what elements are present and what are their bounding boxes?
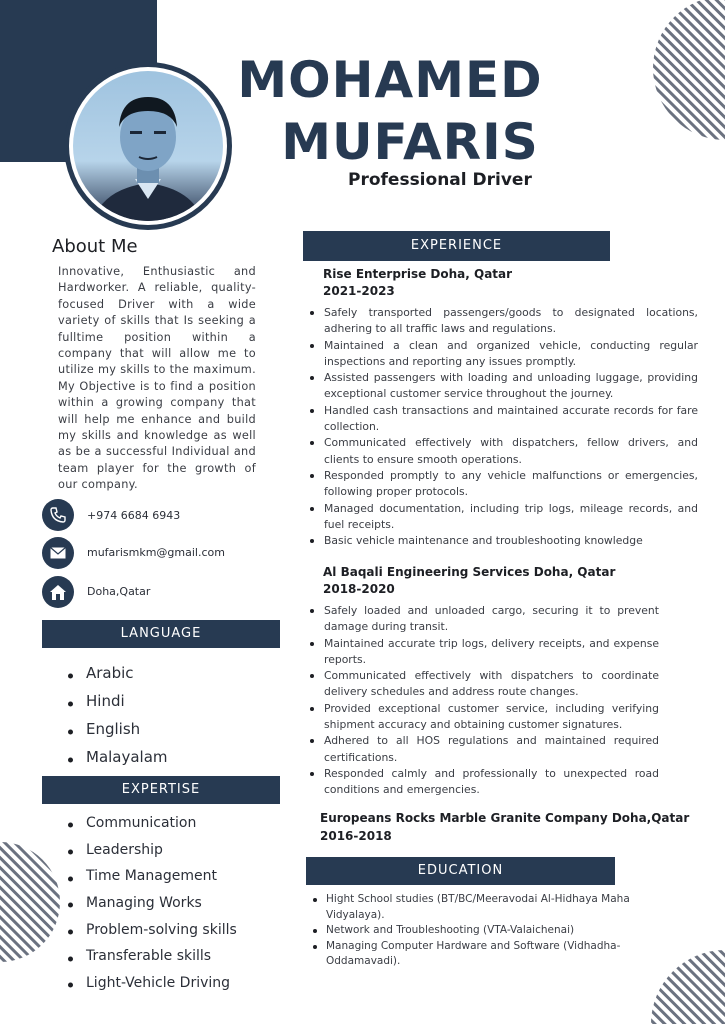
last-name: MUFARIS bbox=[281, 113, 539, 171]
list-item: Malayalam bbox=[68, 746, 168, 774]
expertise-list bbox=[68, 812, 237, 999]
duties-list bbox=[308, 603, 659, 799]
email-icon bbox=[42, 537, 74, 569]
list-item: Provided exceptional customer service, including verifying shipment accuracy and obtaining customer signatures. bbox=[308, 701, 659, 734]
about-text: Innovative, Enthusiastic and Hardworker. A reliable, quality-focused Driver with a wide variety of skills that Is seeking a fulltime position within a company that will allow me to utilize my skills to the maximum. My Objective is to find a position within a growing company that will help me enhance and build my skills and knowledge as well as be a successful Individual and team player for the growth of our company. bbox=[58, 265, 256, 492]
about-heading: About Me bbox=[52, 236, 138, 257]
list-item: Maintained a clean and organized vehicle, conducting regular inspections and reporting any issues promptly. bbox=[308, 338, 698, 371]
list-item: Safely loaded and unloaded cargo, securing it to prevent damage during transit. bbox=[308, 603, 659, 636]
list-item: Leadership bbox=[68, 839, 237, 866]
striped-circle-bottom-right bbox=[648, 950, 725, 1024]
list-item: Responded promptly to any vehicle malfunctions or emergencies, following proper protocols. bbox=[308, 468, 698, 501]
list-item: Adhered to all HOS regulations and maintained required certifications. bbox=[308, 733, 659, 766]
list-item: Time Management bbox=[68, 865, 237, 892]
list-item: Communicated effectively with dispatchers, fellow drivers, and clients to ensure smooth operations. bbox=[308, 435, 698, 468]
education-list bbox=[312, 892, 642, 970]
list-item: English bbox=[68, 718, 168, 746]
home-icon bbox=[42, 576, 74, 608]
education-heading: EDUCATION bbox=[306, 857, 615, 885]
list-item: Responded calmly and professionally to unexpected road conditions and emergencies. bbox=[308, 766, 659, 799]
striped-circle-top-right bbox=[645, 0, 725, 140]
list-item: Assisted passengers with loading and unloading luggage, providing exceptional customer service throughout the journey. bbox=[308, 370, 698, 403]
list-item: Safely transported passengers/goods to designated locations, adhering to all traffic laws and regulations. bbox=[308, 305, 698, 338]
list-item: Managing Works bbox=[68, 892, 237, 919]
list-item: Network and Troubleshooting (VTA-Valaichenai) bbox=[312, 923, 642, 939]
list-item: Managed documentation, including trip logs, mileage records, and fuel receipts. bbox=[308, 501, 698, 534]
striped-circle-left bbox=[0, 840, 62, 965]
first-name: MOHAMED bbox=[237, 51, 543, 109]
list-item: Basic vehicle maintenance and troubleshooting knowledge bbox=[308, 533, 698, 549]
list-item: Arabic bbox=[68, 662, 168, 690]
job-title: Professional Driver bbox=[348, 170, 532, 190]
language-heading: LANGUAGE bbox=[42, 620, 280, 648]
language-list bbox=[68, 662, 168, 774]
location: Doha,Qatar bbox=[87, 585, 151, 598]
list-item: Communicated effectively with dispatchers to coordinate delivery schedules and address route changes. bbox=[308, 668, 659, 701]
phone-number: +974 6684 6943 bbox=[87, 509, 181, 522]
experience-heading: EXPERIENCE bbox=[303, 231, 610, 261]
list-item: Maintained accurate trip logs, delivery receipts, and expense reports. bbox=[308, 636, 659, 669]
list-item: Hight School studies (BT/BC/Meeravodai Al-Hidhaya Maha Vidyalaya). bbox=[312, 892, 642, 923]
list-item: Transferable skills bbox=[68, 945, 237, 972]
profile-photo bbox=[64, 62, 232, 230]
job-years: 2021-2023 bbox=[323, 284, 395, 298]
job-company: Rise Enterprise Doha, Qatar bbox=[323, 267, 513, 281]
list-item: Hindi bbox=[68, 690, 168, 718]
list-item: Managing Computer Hardware and Software (Vidhadha-Oddamavadi). bbox=[312, 939, 642, 970]
list-item: Light-Vehicle Driving bbox=[68, 972, 237, 999]
list-item: Handled cash transactions and maintained accurate records for fare collection. bbox=[308, 403, 698, 436]
list-item: Communication bbox=[68, 812, 237, 839]
job-company: Europeans Rocks Marble Granite Company Doha,Qatar bbox=[320, 811, 690, 825]
phone-icon bbox=[42, 499, 74, 531]
job-company: Al Baqali Engineering Services Doha, Qatar bbox=[323, 565, 616, 579]
job-years: 2018-2020 bbox=[323, 582, 395, 596]
email-address: mufarismkm@gmail.com bbox=[87, 546, 225, 559]
list-item: Problem-solving skills bbox=[68, 919, 237, 946]
job-years: 2016-2018 bbox=[320, 829, 392, 843]
duties-list bbox=[308, 305, 698, 549]
expertise-heading: EXPERTISE bbox=[42, 776, 280, 804]
